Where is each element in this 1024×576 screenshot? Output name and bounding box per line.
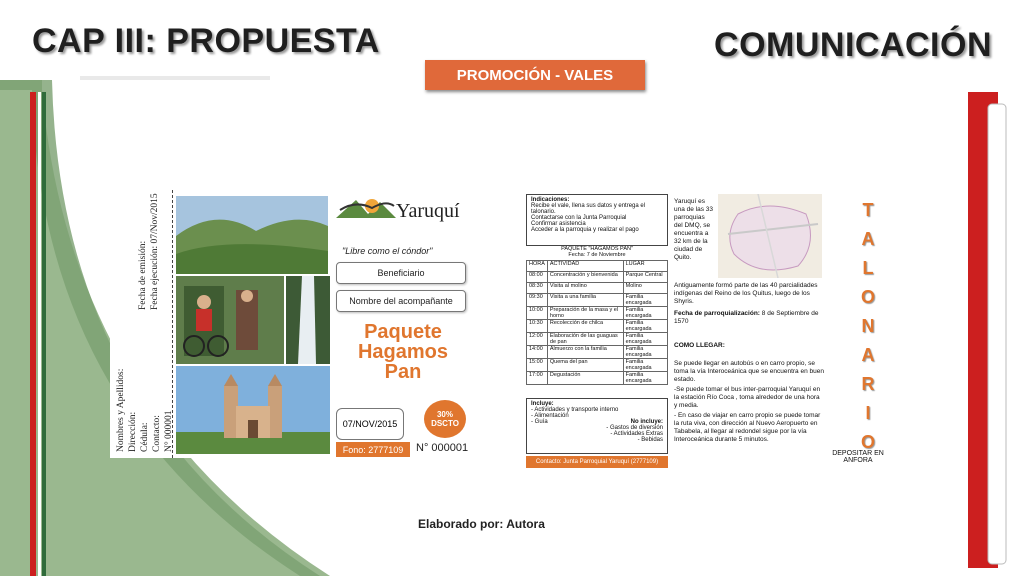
- stub-issue-date: Fecha de emisión:: [138, 240, 148, 310]
- cell: 10:30: [527, 320, 548, 333]
- beneficiary-field: Beneficiario: [336, 262, 466, 284]
- companion-field: Nombre del acompañante: [336, 290, 466, 312]
- info-date: [674, 310, 824, 326]
- header-activity: ACTIVIDAD: [547, 261, 623, 272]
- cell: Almuerzo con la familia: [547, 346, 623, 359]
- voucher-stub: [110, 190, 173, 458]
- cell: Familia encargada: [623, 359, 667, 372]
- package-date: Fecha: 7 de Noviembre: [568, 252, 626, 258]
- excludes-title: No incluye:: [630, 419, 663, 425]
- stub-address: Dirección:: [128, 411, 138, 452]
- table-row: [527, 359, 668, 372]
- cell: Quema del pan: [547, 359, 623, 372]
- how-2: -Se puede tomar el bus inter-parroquial Yaruquí en la estación Río Coca , toma alrededor de una hora y media.: [674, 386, 821, 409]
- town-name: Yaruquí: [396, 200, 460, 222]
- how-1: Se puede llegar en autobús o en carro propio, se toma la vía Interoceánica que se encuentra en buen estado.: [674, 360, 824, 383]
- talonario-letter: I: [865, 403, 871, 423]
- schedule-table: [526, 260, 668, 385]
- talonario-letter: L: [862, 258, 874, 278]
- exclude-2: - Actividades Extras: [610, 431, 663, 437]
- talonario-label: [845, 200, 891, 461]
- cell: 08:00: [527, 272, 548, 283]
- voucher-number: N° 000001: [416, 442, 469, 454]
- photo-cyclist: [176, 276, 284, 364]
- voucher-front: [110, 190, 482, 458]
- header-place: LUGAR: [623, 261, 667, 272]
- cell: 17:00: [527, 372, 548, 385]
- include-2: - Alimentación: [531, 413, 569, 419]
- package-line-2: Hagamos: [357, 341, 449, 363]
- photo-church: [176, 366, 330, 454]
- cell: 15:00: [527, 359, 548, 372]
- header-time: HORA: [527, 261, 548, 272]
- table-row: [527, 294, 668, 307]
- how-title: COMO LLEGAR:: [674, 342, 725, 349]
- cell: Familia encargada: [623, 294, 667, 307]
- cell: 10:00: [527, 307, 548, 320]
- discount-label: DSCTO: [431, 419, 459, 428]
- talonario-letter: A: [861, 345, 875, 365]
- deposit-label: DEPOSITAR EN ANFORA: [832, 450, 884, 464]
- stub-exec-date: Fecha ejecución: 07/Nov/2015: [150, 193, 160, 310]
- include-3: - Guía: [531, 419, 548, 425]
- cell: 08:30: [527, 283, 548, 294]
- package-line-1: Paquete: [364, 321, 442, 343]
- includes-title: Incluye:: [531, 401, 554, 407]
- slide-title-left: CAP III: PROPUESTA: [32, 22, 380, 60]
- promotion-badge: PROMOCIÓN - VALES: [425, 60, 645, 90]
- cell: Familia encargada: [623, 333, 667, 346]
- talonario-letter: T: [862, 200, 874, 220]
- cell: 09:30: [527, 294, 548, 307]
- slogan: "Libre como el cóndor": [342, 246, 433, 256]
- cell: Molino: [623, 283, 667, 294]
- includes-box: [526, 398, 668, 454]
- instruction-4: Acceder a la parroquia y realizar el pago: [531, 227, 639, 233]
- stub-id: Cédula:: [140, 422, 150, 452]
- package-line-3: Pan: [384, 361, 422, 383]
- instructions-title: Indicaciones:: [531, 197, 570, 203]
- talonario-letter: N: [861, 316, 875, 336]
- cell: Familia encargada: [623, 346, 667, 359]
- info-date-label: Fecha de parroquialización:: [674, 310, 760, 317]
- discount-badge: [424, 400, 466, 438]
- talonario-letter: O: [860, 432, 875, 452]
- talonario-letter: O: [860, 287, 875, 307]
- instruction-3: Confirmar asistencia: [531, 221, 586, 227]
- exclude-1: - Gastos de diversión: [606, 425, 663, 431]
- cell: Preparación de la masa y el horno: [547, 307, 623, 320]
- instructions-box: [526, 194, 668, 246]
- cell: Concentración y bienvenida: [547, 272, 623, 283]
- cell: Visita a una familia: [547, 294, 623, 307]
- cell: 14:00: [527, 346, 548, 359]
- package-header: [526, 246, 668, 258]
- stub-contact: Contacto:: [152, 415, 162, 452]
- footer-credit: Elaborado por: Autora: [418, 517, 545, 531]
- right-decoration: [966, 92, 1008, 568]
- voucher-date: 07/NOV/2015: [336, 408, 404, 440]
- table-row: [527, 272, 668, 283]
- cell: Recolección de chilca: [547, 320, 623, 333]
- photo-waterfall: [286, 276, 330, 364]
- table-row: [527, 307, 668, 320]
- cell: Degustación: [547, 372, 623, 385]
- location-map: [718, 194, 822, 278]
- table-row: [527, 346, 668, 359]
- cell: Familia encargada: [623, 307, 667, 320]
- condor-logo: [336, 196, 382, 226]
- slide-title-right: COMUNICACIÓN: [714, 26, 992, 64]
- table-row: [527, 320, 668, 333]
- table-row: [527, 333, 668, 346]
- cell: Elaboración de las guaguas de pan: [547, 333, 623, 346]
- include-1: - Actividades y transporte interno: [531, 407, 619, 413]
- exclude-3: - Bebidas: [637, 437, 663, 443]
- contact-bar: Contacto: Junta Parroquial Yaruquí (2777109): [526, 456, 668, 468]
- cell: Familia encargada: [623, 372, 667, 385]
- cell: Familia encargada: [623, 320, 667, 333]
- info-date-value: 8 de Septiembre de 1570: [674, 310, 819, 325]
- photo-landscape: [176, 196, 328, 274]
- stub-number: N° 000001: [164, 410, 174, 452]
- package-name: [338, 322, 468, 382]
- phone-label: Fono: 2777109: [336, 442, 410, 457]
- cell: Visita al molino: [547, 283, 623, 294]
- voucher-back: [522, 190, 824, 472]
- table-row: [527, 372, 668, 385]
- cell: 12:00: [527, 333, 548, 346]
- instruction-2: Contactarse con la Junta Parroquial: [531, 215, 627, 221]
- cell: Parque Central: [623, 272, 667, 283]
- schedule-header: [527, 261, 668, 272]
- how-3: - En caso de viajar en carro propio se puede tomar la ruta viva, con dirección al Nuevo Aeropuerto en Tababela, al llegar al redondel sigue por la vía Interoceánica durante 5 minutos.: [674, 412, 821, 443]
- package-title: PAQUETE "HAGAMOS PAN": [561, 246, 633, 252]
- stub-name: Nombres y Apellidos:: [116, 368, 126, 452]
- info-history: Antiguamente formó parte de las 40 parcialidades indígenas del Reino de los Quitus, luego de los Shyris.: [674, 282, 818, 305]
- talonario-letter: A: [861, 229, 875, 249]
- talonario-letter: R: [861, 374, 875, 394]
- discount-percent: 30%: [436, 410, 453, 419]
- info-intro: Yaruquí es una de las 33 parroquias del DMQ, se encuentra a 32 km de la ciudad de Quito.: [674, 198, 714, 261]
- table-row: [527, 283, 668, 294]
- instruction-1: Recibe el vale, llena sus datos y entrega el talonario.: [531, 203, 646, 215]
